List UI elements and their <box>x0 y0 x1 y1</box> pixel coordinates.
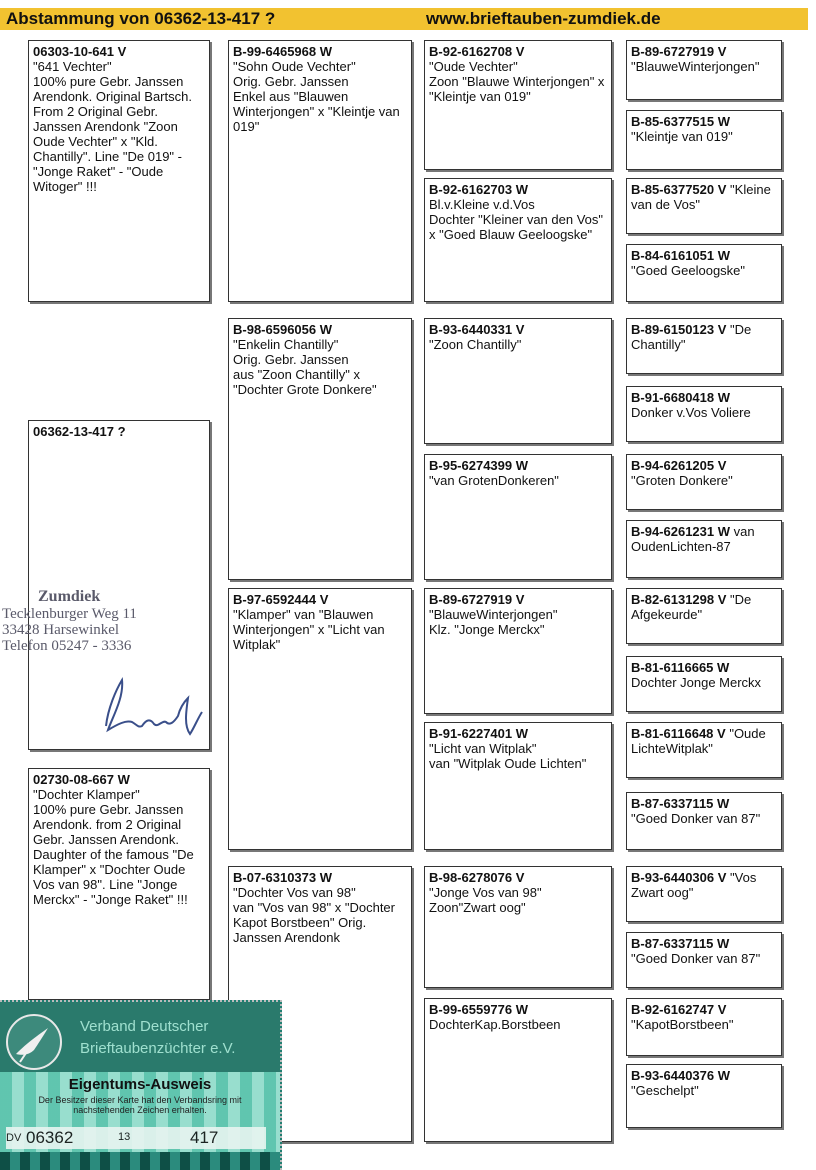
ring-number: B-07-6310373 <box>233 870 317 885</box>
description: Donker v.Vos Voliere <box>631 405 751 420</box>
sex: V <box>117 44 127 59</box>
sex: V <box>515 870 525 885</box>
ring-number: B-85-6377520 <box>631 182 715 197</box>
description: "Dochter Klamper" 100% pure Gebr. Janssen Arendonk. from 2 Original Gebr. Janssen Arendonk. Daughter of the famous "De Klamper" x "Dochter Oude Vos van 98". Line "Jonge Merckx" - "Jonge Raket" !!! <box>33 787 194 907</box>
ring-suffix: 417 <box>190 1128 219 1147</box>
pigeon-gen3-6 <box>424 722 612 850</box>
sex: W <box>319 322 333 337</box>
ring-number: B-92-6162708 <box>429 44 513 59</box>
stamp-city: 33428 Harsewinkel <box>2 622 120 638</box>
pigeon-gen3-2 <box>424 178 612 302</box>
sex: W <box>717 936 730 951</box>
stamp-name: Zumdiek <box>38 588 101 605</box>
ring-number: B-89-6727919 <box>631 44 715 59</box>
description: "Groten Donkere" <box>631 473 733 488</box>
pigeon-gen4-6 <box>626 386 782 442</box>
page-title: Abstammung von 06362-13-417 ? <box>6 9 276 28</box>
description: Dochter Jonge Merckx <box>631 675 762 690</box>
ring-number: B-99-6465968 <box>233 44 317 59</box>
sex: W <box>515 1002 529 1017</box>
sex: V <box>717 726 726 741</box>
pigeon-gen4-2 <box>626 110 782 170</box>
card-org-line1: Verband Deutscher <box>80 1018 209 1035</box>
description: "Zoon Chantilly" <box>429 337 522 352</box>
description: "Vos Zwart oog" <box>631 870 757 900</box>
pigeon-sire <box>28 40 210 302</box>
ring-number: B-87-6337115 <box>631 796 714 811</box>
ring-number: B-93-6440331 <box>429 322 513 337</box>
sex: W <box>515 726 529 741</box>
ring-number: B-91-6227401 <box>429 726 513 741</box>
pigeon-gen4-11 <box>626 722 782 778</box>
pigeon-gen4-16 <box>626 1064 782 1128</box>
pigeon-gen4-7 <box>626 454 782 510</box>
pigeon-gen4-14 <box>626 932 782 988</box>
description: van OudenLichten-87 <box>631 524 755 554</box>
description: "641 Vechter" 100% pure Gebr. Janssen Arendonk. Original Bartsch. From 2 Original Gebr. Janssen Arendonk "Zoon Oude Vechter" x "Kld. Chantilly". Line "De 019" - "Jonge Raket" - "Oude Witoger" !!! <box>33 59 192 194</box>
sex: W <box>515 458 529 473</box>
card-subtitle: Der Besitzer dieser Karte hat den Verbandsring mit nachstehenden Zeichen erhalten. <box>38 1095 242 1115</box>
ring-number-field <box>6 1127 266 1149</box>
description: "Goed Geeloogske" <box>631 263 746 278</box>
stamp-phone: Telefon 05247 - 3336 <box>2 638 132 654</box>
description: "Goed Donker van 87" <box>631 811 761 826</box>
description: "van GrotenDonkeren" <box>429 473 559 488</box>
sex: W <box>717 248 731 263</box>
sex: W <box>717 660 730 675</box>
pigeon-gen4-3 <box>626 178 782 234</box>
pigeon-sire-dam <box>228 318 412 580</box>
pigeon-gen3-3 <box>424 318 612 444</box>
description: "De Chantilly" <box>631 322 752 352</box>
pigeon-gen4-4 <box>626 244 782 302</box>
pigeon-gen4-13 <box>626 866 782 922</box>
pigeon-gen3-7 <box>424 866 612 988</box>
sex: V <box>717 182 727 197</box>
pigeon-gen3-8 <box>424 998 612 1142</box>
ring-number: B-97-6592444 <box>233 592 317 607</box>
ring-number: B-98-6596056 <box>233 322 317 337</box>
description: Bl.v.Kleine v.d.Vos Dochter "Kleiner van den Vos" x "Goed Blauw Geeloogske" <box>429 197 603 242</box>
description: "Kleine van de Vos" <box>631 182 771 212</box>
sex: V <box>717 322 727 337</box>
card-title: Eigentums-Ausweis <box>68 1076 212 1093</box>
description: "Oude LichteWitplak" <box>631 726 766 756</box>
pigeon-gen4-9 <box>626 588 782 644</box>
description: "Goed Donker van 87" <box>631 951 761 966</box>
sex: W <box>717 390 731 405</box>
ring-number: B-87-6337115 <box>631 936 714 951</box>
ring-number: B-94-6261205 <box>631 458 715 473</box>
description: "Enkelin Chantilly" Orig. Gebr. Janssen aus "Zoon Chantilly" x "Dochter Grote Donkere" <box>233 337 377 397</box>
website-link[interactable]: www.brieftauben-zumdiek.de <box>426 9 661 28</box>
description: "Sohn Oude Vechter" Orig. Gebr. Janssen Enkel aus "Blauwen Winterjongen" x "Kleintje van 019" <box>233 59 400 134</box>
pigeon-gen3-1 <box>424 40 612 170</box>
description: "De Afgekeurde" <box>631 592 752 622</box>
signature <box>98 668 208 742</box>
description: "Klamper" van "Blauwen Winterjongen" x "Licht van Witplak" <box>233 607 385 652</box>
description: "Geschelpt" <box>631 1083 699 1098</box>
sex: V <box>515 322 525 337</box>
ring-year: 13 <box>118 1131 131 1143</box>
sex: V <box>319 592 329 607</box>
ring-number: B-92-6162747 <box>631 1002 715 1017</box>
pigeon-gen3-5 <box>424 588 612 714</box>
pigeon-logo-icon <box>6 1014 62 1070</box>
sex: V <box>515 592 525 607</box>
sex: W <box>515 182 529 197</box>
pigeon-gen4-10 <box>626 656 782 712</box>
ring-number: 06362-13-417 ? <box>33 424 126 439</box>
stamp-street: Tecklenburger Weg 11 <box>2 606 137 622</box>
pigeon-gen4-12 <box>626 792 782 850</box>
header-bar <box>0 8 808 30</box>
sex: V <box>717 1002 727 1017</box>
ring-number: 06303-10-641 <box>33 44 114 59</box>
sex: W <box>319 870 333 885</box>
ring-number: B-81-6116648 <box>631 726 714 741</box>
ownership-card <box>0 1000 282 1170</box>
pigeon-dam <box>28 768 210 1000</box>
description: "BlauweWinterjongen" <box>631 59 760 74</box>
pigeon-gen4-15 <box>626 998 782 1056</box>
description: "Dochter Vos van 98" van "Vos van 98" x "Dochter Kapot Borstbeen" Orig. Janssen Arendonk <box>233 885 395 945</box>
ring-number: B-94-6261231 <box>631 524 715 539</box>
ring-number: B-93-6440306 <box>631 870 715 885</box>
pigeon-gen4-8 <box>626 520 782 578</box>
ring-number: B-95-6274399 <box>429 458 513 473</box>
description: "Oude Vechter" Zoon "Blauwe Winterjongen" x "Kleintje van 019" <box>429 59 605 104</box>
sex: W <box>717 1068 731 1083</box>
sex: W <box>319 44 333 59</box>
card-org-line2: Brieftaubenzüchter e.V. <box>80 1040 236 1057</box>
description: "Kleintje van 019" <box>631 129 733 144</box>
pigeon-sire-sire <box>228 40 412 302</box>
pigeon-dam-sire <box>228 588 412 850</box>
sex: V <box>717 458 727 473</box>
description: "Jonge Vos van 98" Zoon"Zwart oog" <box>429 885 542 915</box>
sex: W <box>717 524 731 539</box>
ring-number: B-84-6161051 <box>631 248 715 263</box>
ring-number: B-85-6377515 <box>631 114 715 129</box>
sex: V <box>515 44 525 59</box>
ring-number: B-98-6278076 <box>429 870 513 885</box>
sex: V <box>717 870 727 885</box>
description: "BlauweWinterjongen" Klz. "Jonge Merckx" <box>429 607 558 637</box>
ring-number: B-91-6680418 <box>631 390 715 405</box>
ring-number: B-81-6116665 <box>631 660 714 675</box>
pigeon-gen4-1 <box>626 40 782 100</box>
ring-number: B-93-6440376 <box>631 1068 715 1083</box>
pigeon-gen3-4 <box>424 454 612 580</box>
breeder-stamp <box>0 588 210 654</box>
sex: V <box>717 44 727 59</box>
description: DochterKap.Borstbeen <box>429 1017 561 1032</box>
ring-number: B-92-6162703 <box>429 182 513 197</box>
ring-number: B-99-6559776 <box>429 1002 513 1017</box>
description: "Licht van Witplak" van "Witplak Oude Lichten" <box>429 741 587 771</box>
ring-prefix: DV <box>6 1132 22 1144</box>
ring-number: B-89-6150123 <box>631 322 715 337</box>
ring-number: B-82-6131298 <box>631 592 715 607</box>
card-border-pattern <box>0 1152 280 1170</box>
sex: V <box>717 592 727 607</box>
ring-number: 06362 <box>26 1128 74 1147</box>
pigeon-gen4-5 <box>626 318 782 374</box>
sex: W <box>717 796 730 811</box>
sex: W <box>717 114 731 129</box>
ring-number: B-89-6727919 <box>429 592 513 607</box>
description: "KapotBorstbeen" <box>631 1017 734 1032</box>
ring-number: 02730-08-667 <box>33 772 114 787</box>
sex: W <box>117 772 130 787</box>
